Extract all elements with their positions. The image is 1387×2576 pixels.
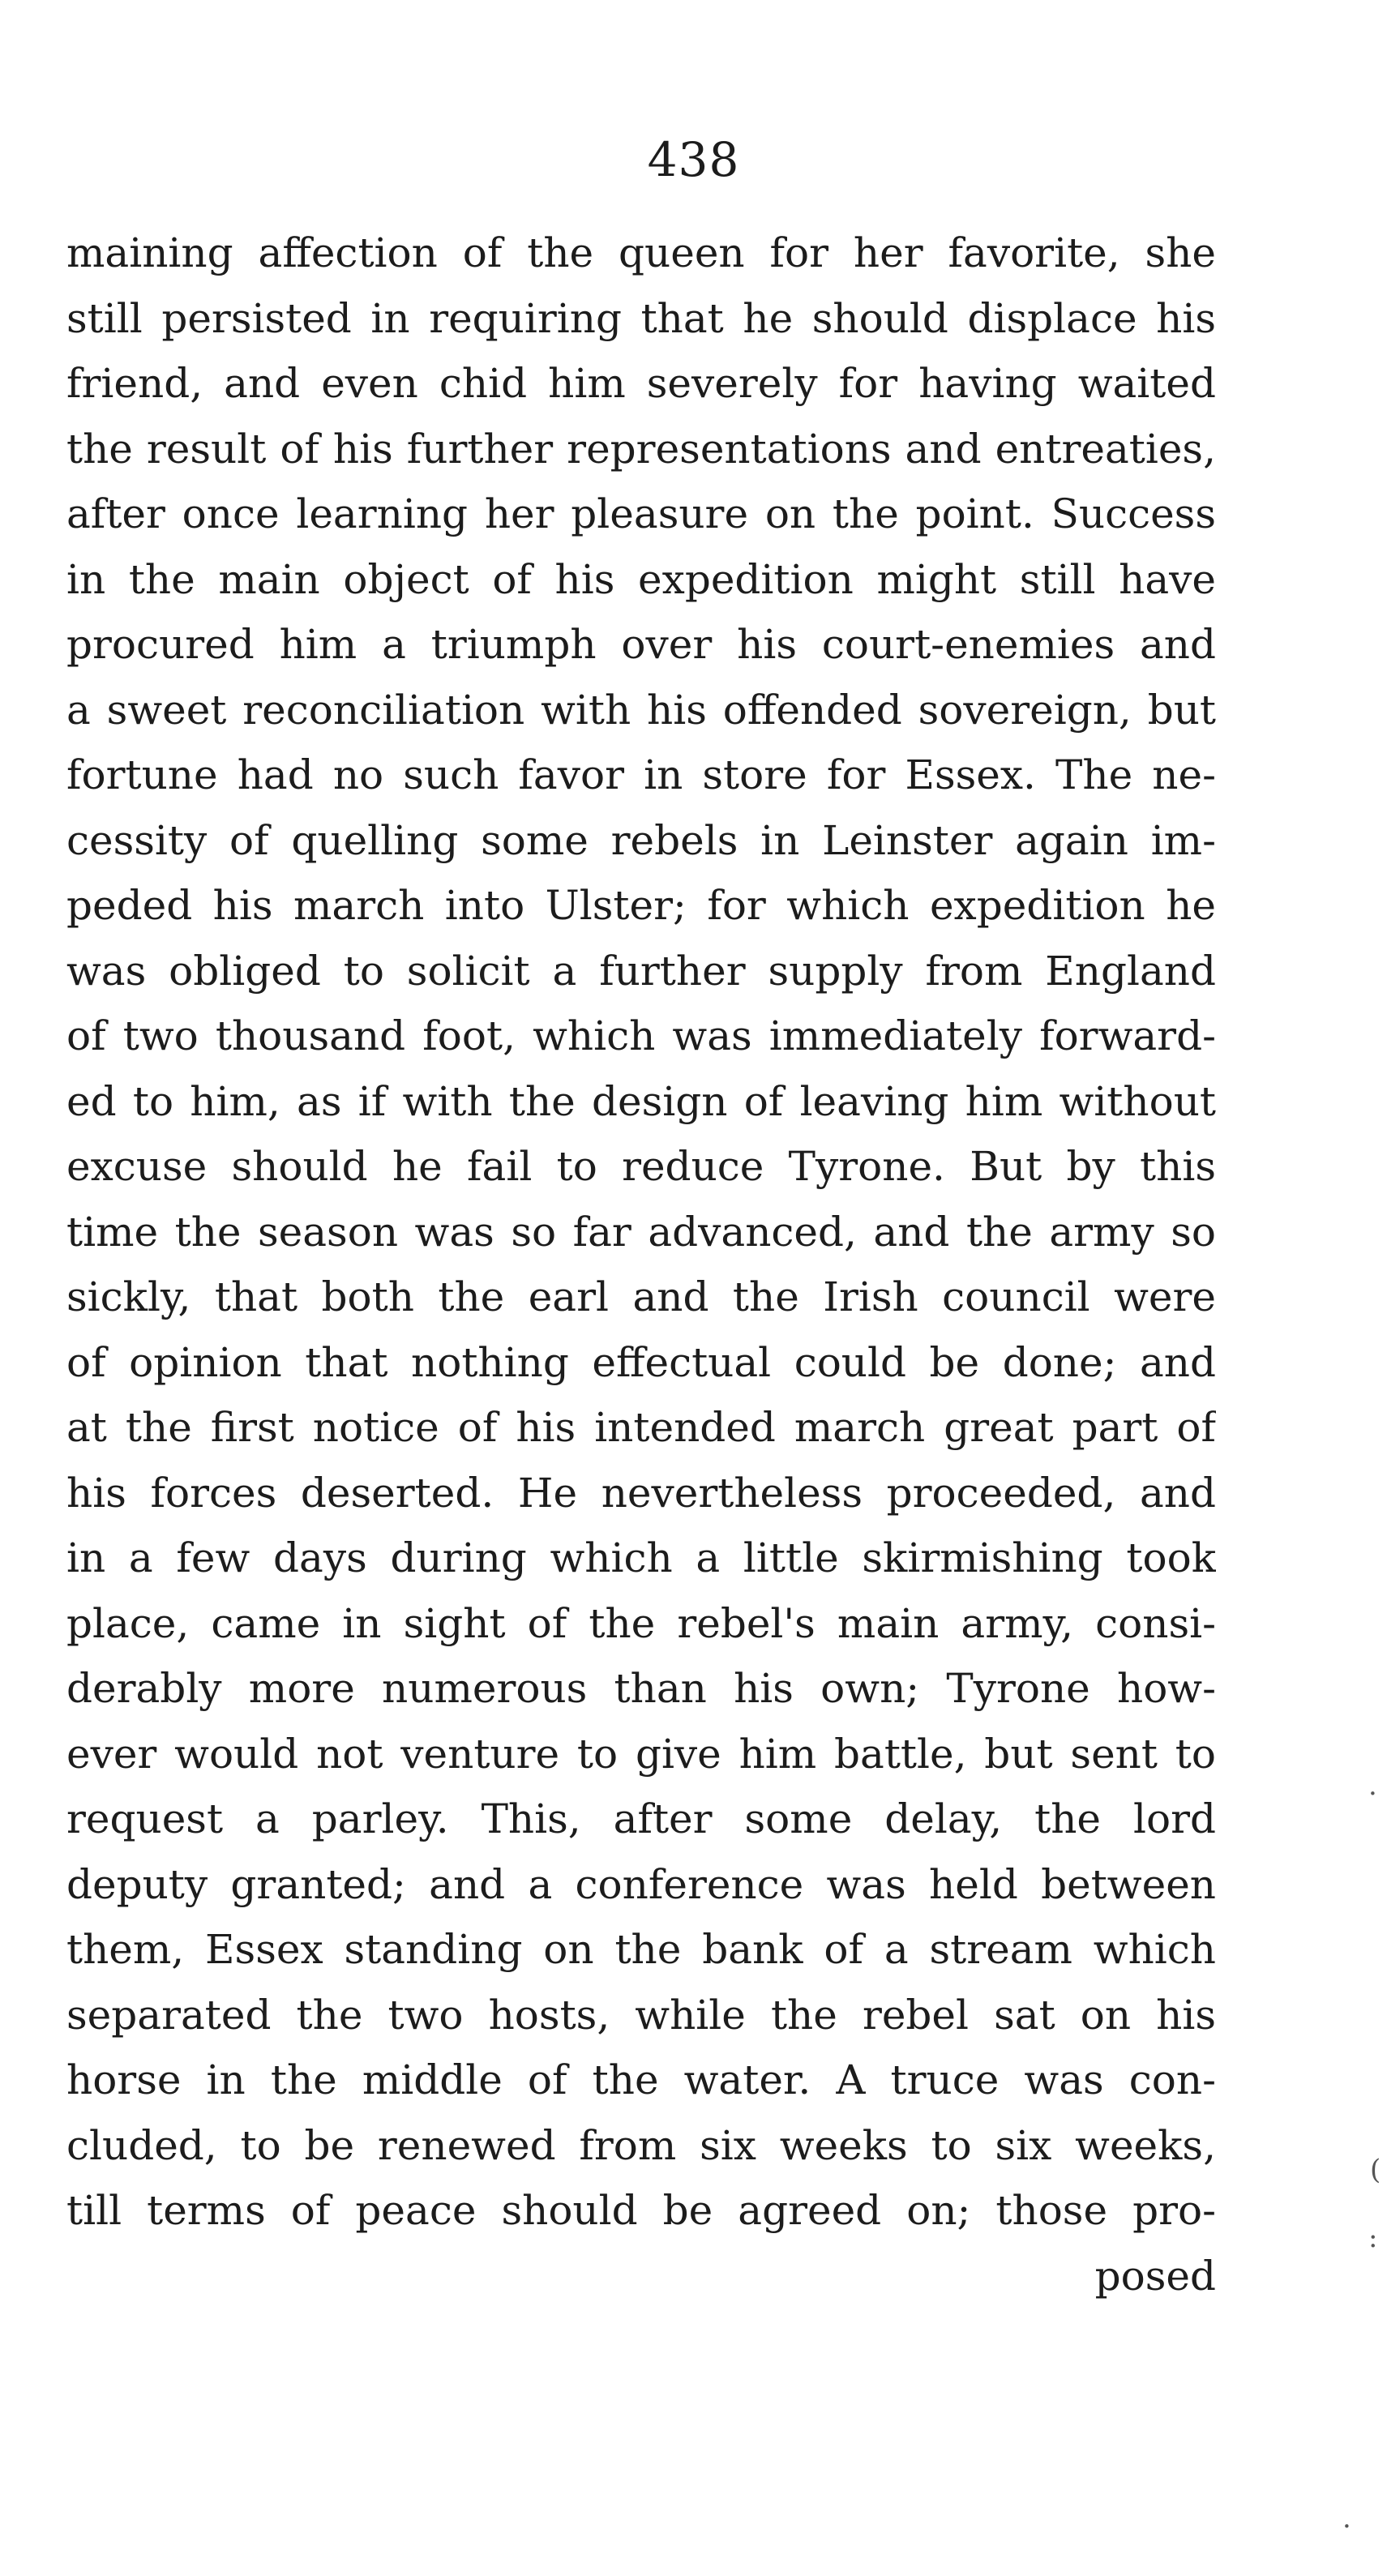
text-line: his forces deserted. He nevertheless proceeded, and <box>66 1469 1216 1517</box>
scan-speck: · <box>1342 2510 1351 2543</box>
text-line: in the main object of his expedition might still have <box>66 555 1216 603</box>
text-line: place, came in sight of the rebel's main army, consi- <box>66 1599 1216 1647</box>
text-line: friend, and even chid him severely for having waited <box>66 360 1216 407</box>
scan-speck: ( <box>1370 2154 1381 2186</box>
text-line: separated the two hosts, while the rebel sat on his <box>66 1991 1216 2039</box>
text-line: cessity of quelling some rebels in Leinster again im- <box>66 816 1216 864</box>
text-line: at the first notice of his intended march great part of <box>66 1404 1216 1451</box>
text-line: till terms of peace should be agreed on; those pro- <box>66 2187 1216 2234</box>
text-line: request a parley. This, after some delay, the lord <box>66 1795 1216 1842</box>
text-line: cluded, to be renewed from six weeks to six weeks, <box>66 2121 1216 2169</box>
text-line: excuse should he fail to reduce Tyrone. But by this <box>66 1143 1216 1190</box>
text-line: deputy granted; and a conference was held between <box>66 1860 1216 1908</box>
page-number: 438 <box>647 132 740 187</box>
scan-speck: : <box>1368 2222 1378 2254</box>
catchword: posed <box>1094 2252 1216 2300</box>
text-line: ever would not venture to give him battle, but sent to <box>66 1730 1216 1778</box>
text-line: in a few days during which a little skirmishing took <box>66 1534 1216 1581</box>
text-line: peded his march into Ulster; for which expedition he <box>66 882 1216 929</box>
text-line: sickly, that both the earl and the Irish council were <box>66 1273 1216 1320</box>
text-line: fortune had no such favor in store for Essex. The ne- <box>66 751 1216 798</box>
text-line: the result of his further representations and entreaties, <box>66 425 1216 473</box>
text-line: them, Essex standing on the bank of a stream which <box>66 1926 1216 1973</box>
text-line: of opinion that nothing effectual could be done; and <box>66 1338 1216 1386</box>
text-line: of two thousand foot, which was immediately forward- <box>66 1012 1216 1059</box>
text-line: was obliged to solicit a further supply from England <box>66 947 1216 995</box>
text-line: maining affection of the queen for her favorite, she <box>66 229 1216 276</box>
text-line: a sweet reconciliation with his offended sovereign, but <box>66 686 1216 734</box>
text-line: still persisted in requiring that he should displace his <box>66 294 1216 342</box>
text-line: time the season was so far advanced, and the army so <box>66 1208 1216 1256</box>
text-line: horse in the middle of the water. A truce was con- <box>66 2056 1216 2103</box>
text-line: procured him a triumph over his court-enemies and <box>66 621 1216 668</box>
body-text <box>66 220 1216 2309</box>
text-line: after once learning her pleasure on the point. Success <box>66 490 1216 537</box>
scan-speck: · <box>1368 1778 1377 1810</box>
text-line: derably more numerous than his own; Tyrone how- <box>66 1665 1216 1712</box>
text-line: ed to him, as if with the design of leaving him without <box>66 1077 1216 1125</box>
